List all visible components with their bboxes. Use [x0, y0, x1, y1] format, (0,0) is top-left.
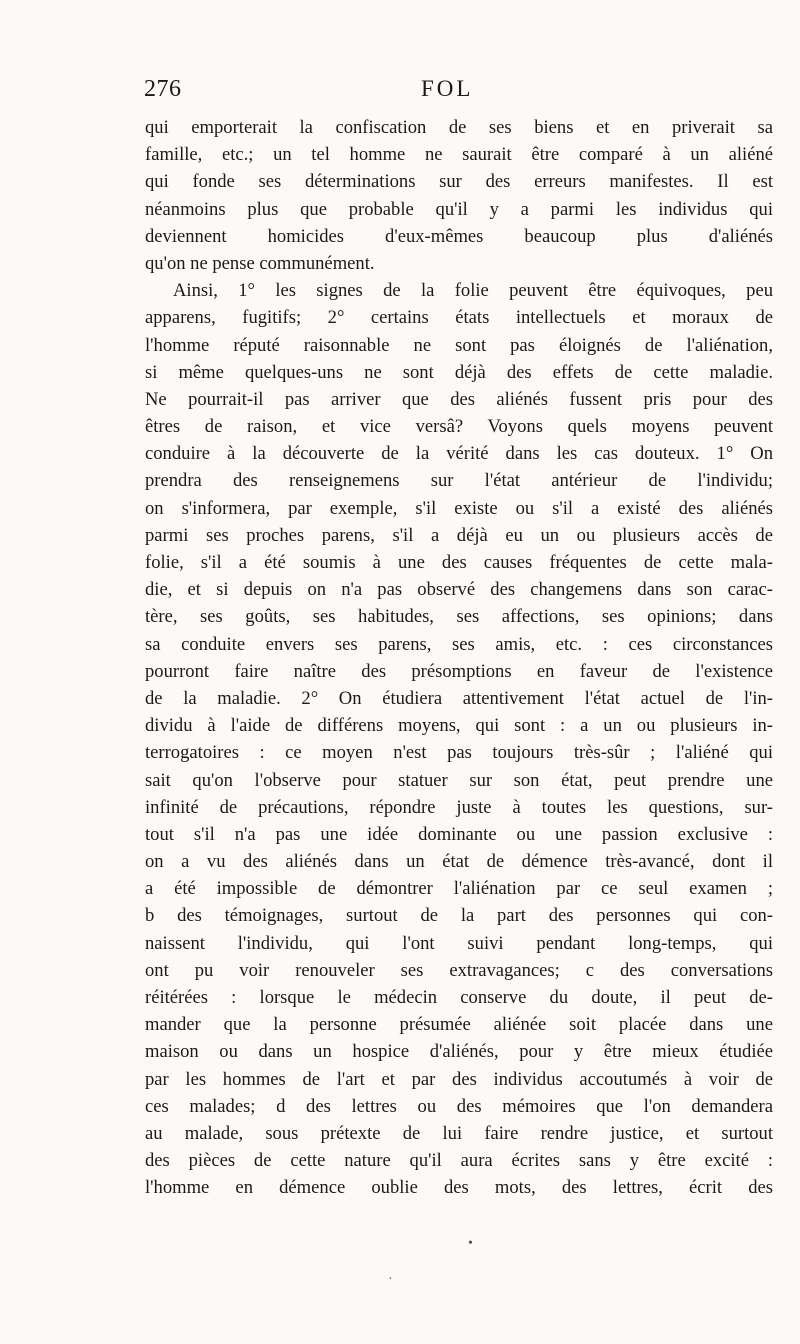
text-line: infinité de précautions, répondre juste à toutes les questions, sur-	[145, 796, 773, 818]
text-line: die, et si depuis on n'a pas observé des changemens dans son carac-	[145, 579, 773, 601]
text-line: prendra des renseignemens sur l'état antérieur de l'individu;	[145, 470, 773, 492]
text-line: terrogatoires : ce moyen n'est pas toujours très-sûr ; l'aliéné qui	[145, 742, 773, 764]
text-line: si même quelques-uns ne sont déjà des effets de cette maladie.	[145, 361, 773, 383]
text-line: a été impossible de démontrer l'aliénation par ce seul examen ;	[145, 878, 773, 900]
text-line: pourront faire naître des présomptions en faveur de l'existence	[145, 660, 773, 682]
text-line: parmi ses proches parens, s'il a déjà eu un ou plusieurs accès de	[145, 524, 773, 546]
text-line: l'homme en démence oublie des mots, des lettres, écrit des	[145, 1177, 773, 1199]
text-line: par les hommes de l'art et par des individus accoutumés à voir de	[145, 1068, 773, 1090]
text-line: mander que la personne présumée aliénée soit placée dans une	[145, 1014, 773, 1036]
text-line: sa conduite envers ses parens, ses amis, etc. : ces circonstances	[145, 633, 773, 655]
text-line: néanmoins plus que probable qu'il y a parmi les individus qui	[145, 198, 773, 220]
text-line: on s'informera, par exemple, s'il existe ou s'il a existé des aliénés	[145, 497, 773, 519]
body-text	[145, 114, 773, 1202]
text-line: apparens, fugitifs; 2° certains états intellectuels et moraux de	[145, 307, 773, 329]
running-head: FOL	[421, 76, 474, 101]
text-line: deviennent homicides d'eux-mêmes beaucoup plus d'aliénés	[145, 225, 773, 247]
text-line: au malade, sous prétexte de lui faire rendre justice, et surtout	[145, 1122, 773, 1144]
text-line: qu'on ne pense communément.	[145, 252, 375, 274]
text-line: conduire à la découverte de la vérité dans les cas douteux. 1° On	[145, 443, 773, 465]
print-speck: •	[468, 1236, 473, 1251]
print-speck: ·	[388, 1272, 393, 1287]
page-header	[140, 76, 780, 112]
text-line: qui emporterait la confiscation de ses biens et en priverait sa	[145, 117, 773, 138]
text-line: tout s'il n'a pas une idée dominante ou une passion exclusive :	[145, 823, 773, 845]
text-line: maison ou dans un hospice d'aliénés, pour y être mieux étudiée	[145, 1041, 773, 1063]
text-line: famille, etc.; un tel homme ne saurait être comparé à un aliéné	[145, 144, 773, 166]
text-line: des pièces de cette nature qu'il aura écrites sans y être excité :	[145, 1150, 773, 1172]
text-line: sait qu'on l'observe pour statuer sur son état, peut prendre une	[145, 769, 773, 791]
text-line: Ne pourrait-il pas arriver que des aliénés fussent pris pour des	[145, 388, 773, 410]
text-line: naissent l'individu, qui l'ont suivi pendant long-temps, qui	[145, 932, 773, 954]
text-line: folie, s'il a été soumis à une des causes fréquentes de cette mala-	[145, 552, 773, 573]
text-line: b des témoignages, surtout de la part des personnes qui con-	[145, 905, 773, 927]
text-line: qui fonde ses déterminations sur des erreurs manifestes. Il est	[145, 171, 773, 193]
text-line: dividu à l'aide de différens moyens, qui sont : a un ou plusieurs in-	[145, 715, 773, 737]
text-line: tère, ses goûts, ses habitudes, ses affections, ses opinions; dans	[145, 606, 773, 628]
page-number: 276	[144, 76, 182, 102]
text-line: ont pu voir renouveler ses extravagances; c des conversations	[145, 959, 773, 981]
text-line: de la maladie. 2° On étudiera attentivement l'état actuel de l'in-	[145, 687, 773, 709]
text-line: êtres de raison, et vice versâ? Voyons quels moyens peuvent	[145, 416, 773, 438]
text-line: réitérées : lorsque le médecin conserve du doute, il peut de-	[145, 987, 773, 1008]
text-line: l'homme réputé raisonnable ne sont pas éloignés de l'aliénation,	[145, 334, 773, 356]
text-line: Ainsi, 1° les signes de la folie peuvent être équivoques, peu	[173, 280, 773, 302]
text-line: on a vu des aliénés dans un état de démence très-avancé, dont il	[145, 851, 773, 873]
text-line: ces malades; d des lettres ou des mémoires que l'on demandera	[145, 1095, 773, 1117]
